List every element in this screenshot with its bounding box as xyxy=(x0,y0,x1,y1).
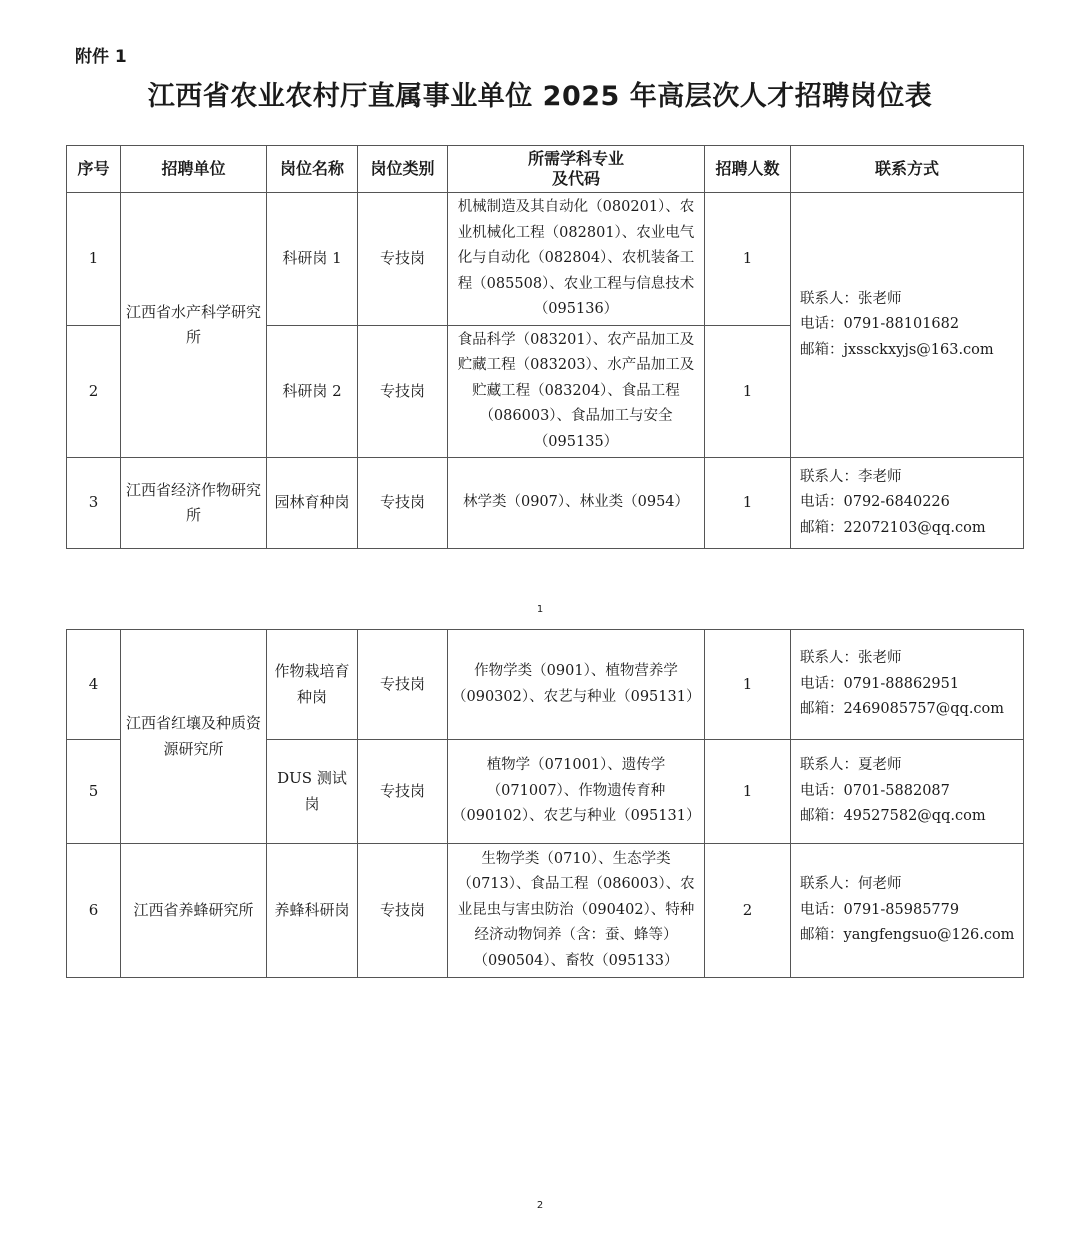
cell-seq: 2 xyxy=(67,325,121,458)
contact-phone: 电话：0792-6840226 xyxy=(800,494,950,511)
cell-seq: 1 xyxy=(67,193,121,326)
cell-post-type: 专技岗 xyxy=(358,630,448,740)
page-number: 2 xyxy=(536,1200,544,1211)
contact-phone: 电话：0791-85985779 xyxy=(800,901,960,918)
header-unit: 招聘单位 xyxy=(121,146,267,193)
cell-count: 1 xyxy=(705,458,791,549)
cell-count: 2 xyxy=(705,844,791,978)
header-major-line1: 所需学科专业 xyxy=(527,149,624,168)
contact-email: 邮箱：jxssckxyjs@163.com xyxy=(800,341,994,358)
cell-contact xyxy=(791,844,1024,978)
table-row xyxy=(67,844,1024,978)
contact-email: 邮箱：49527582@qq.com xyxy=(800,808,986,825)
cell-post-type: 专技岗 xyxy=(358,740,448,844)
contact-person: 联系人：何老师 xyxy=(800,876,902,893)
table-row xyxy=(67,193,1024,326)
contact-phone: 电话：0791-88101682 xyxy=(800,316,960,333)
contact-email: 邮箱：2469085757@qq.com xyxy=(800,701,1005,718)
cell-post-name: 园林育种岗 xyxy=(267,458,358,549)
cell-post-type: 专技岗 xyxy=(358,844,448,978)
cell-count: 1 xyxy=(705,193,791,326)
contact-email: 邮箱：yangfengsuo@126.com xyxy=(800,927,1015,944)
cell-post-name: 养蜂科研岗 xyxy=(267,844,358,978)
contact-phone: 电话：0701-5882087 xyxy=(800,782,950,799)
header-post-type: 岗位类别 xyxy=(358,146,448,193)
cell-post-name: 科研岗 2 xyxy=(267,325,358,458)
cell-seq: 6 xyxy=(67,844,121,978)
cell-seq: 3 xyxy=(67,458,121,549)
recruitment-table-part2 xyxy=(66,629,1024,978)
contact-email: 邮箱：22072103@qq.com xyxy=(800,519,986,536)
contact-person: 联系人：张老师 xyxy=(800,290,902,307)
cell-unit: 江西省养蜂研究所 xyxy=(121,844,267,978)
cell-post-type: 专技岗 xyxy=(358,193,448,326)
cell-seq: 4 xyxy=(67,630,121,740)
header-contact: 联系方式 xyxy=(791,146,1024,193)
table-row xyxy=(67,458,1024,549)
cell-post-name: DUS 测试岗 xyxy=(267,740,358,844)
cell-unit: 江西省红壤及种质资源研究所 xyxy=(121,630,267,844)
recruitment-table-part1 xyxy=(66,145,1024,549)
contact-phone: 电话：0791-88862951 xyxy=(800,675,960,692)
header-count: 招聘人数 xyxy=(705,146,791,193)
cell-major: 作物学类（0901）、植物营养学（090302）、农艺与种业（095131） xyxy=(448,630,705,740)
cell-contact xyxy=(791,193,1024,458)
cell-major: 机械制造及其自动化（080201）、农业机械化工程（082801）、农业电气化与自动化（082804）、农机装备工程（085508）、农业工程与信息技术（095136） xyxy=(448,193,705,326)
cell-count: 1 xyxy=(705,630,791,740)
cell-count: 1 xyxy=(705,740,791,844)
contact-person: 联系人：夏老师 xyxy=(800,757,902,774)
header-major-line2: 及代码 xyxy=(551,169,600,188)
cell-seq: 5 xyxy=(67,740,121,844)
cell-unit: 江西省水产科学研究所 xyxy=(121,193,267,458)
attachment-label: 附件 1 xyxy=(75,47,127,67)
cell-count: 1 xyxy=(705,325,791,458)
cell-contact xyxy=(791,630,1024,740)
cell-post-name: 科研岗 1 xyxy=(267,193,358,326)
cell-major: 植物学（071001）、遗传学（071007）、作物遗传育种（090102）、农艺与种业（095131） xyxy=(448,740,705,844)
cell-post-name: 作物栽培育种岗 xyxy=(267,630,358,740)
cell-contact xyxy=(791,458,1024,549)
cell-major: 林学类（0907）、林业类（0954） xyxy=(448,458,705,549)
cell-post-type: 专技岗 xyxy=(358,458,448,549)
contact-person: 联系人：张老师 xyxy=(800,650,902,667)
header-seq: 序号 xyxy=(67,146,121,193)
table-header-row xyxy=(67,146,1024,193)
table-row xyxy=(67,630,1024,740)
header-major xyxy=(448,146,705,193)
cell-major: 生物学类（0710）、生态学类（0713）、食品工程（086003）、农业昆虫与害虫防治（090402）、特种经济动物饲养（含：蚕、蜂等）（090504）、畜牧（095133） xyxy=(448,844,705,978)
page-number: 1 xyxy=(536,604,544,615)
cell-unit: 江西省经济作物研究所 xyxy=(121,458,267,549)
cell-contact xyxy=(791,740,1024,844)
page-title: 江西省农业农村厅直属事业单位 2025 年高层次人才招聘岗位表 xyxy=(147,81,933,112)
cell-major: 食品科学（083201）、农产品加工及贮藏工程（083203）、水产品加工及贮藏工程（083204）、食品工程（086003）、食品加工与安全（095135） xyxy=(448,325,705,458)
cell-post-type: 专技岗 xyxy=(358,325,448,458)
contact-person: 联系人：李老师 xyxy=(800,468,902,485)
header-post-name: 岗位名称 xyxy=(267,146,358,193)
